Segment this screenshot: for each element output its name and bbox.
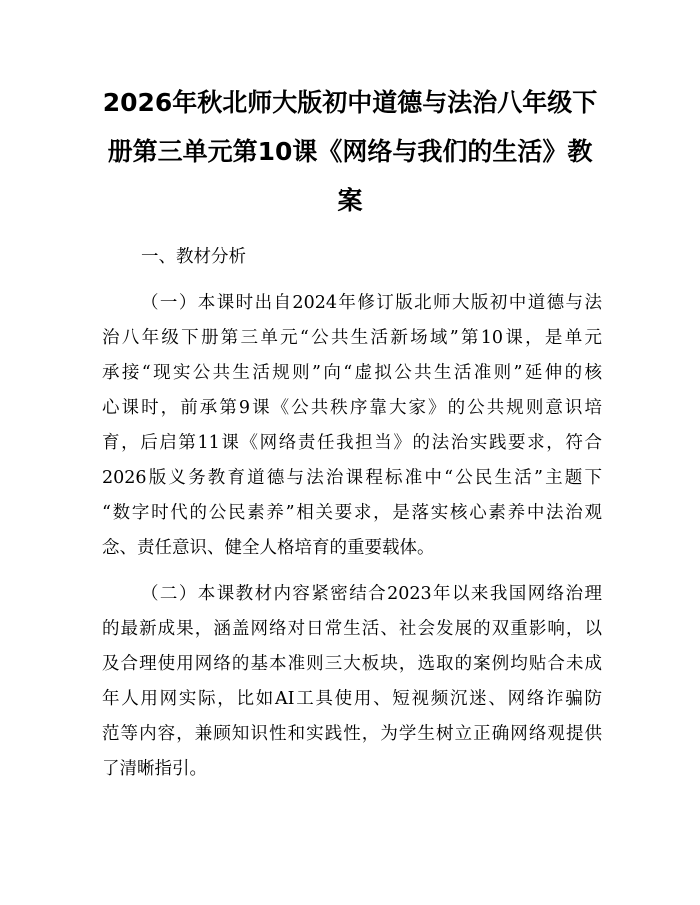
para-2-line-4: 年人用网实际，比如AI工具使用、短视频沉迷、网络诈骗防 xyxy=(102,689,602,709)
para-2-line-3: 及合理使用网络的基本准则三大板块，选取的案例均贴合未成 xyxy=(102,654,602,674)
para-1-line-2: 治八年级下册第三单元“公共生活新场域”第10课，是单元 xyxy=(102,328,602,348)
para-2-line-5: 范等内容，兼顾知识性和实践性，为学生树立正确网络观提供 xyxy=(102,724,602,744)
title-line-1: 2026年秋北师大版初中道德与法治八年级下 xyxy=(102,88,598,117)
para-1-line-8: 念、责任意识、健全人格培育的重要载体。 xyxy=(102,538,435,558)
title-line-3: 案 xyxy=(337,186,363,215)
para-2-line-1: （二）本课教材内容紧密结合2023年以来我国网络治理 xyxy=(141,584,602,604)
title-line-2: 册第三单元第10课《网络与我们的生活》教 xyxy=(107,137,593,166)
para-1-line-6: 2026版义务教育道德与法治课程标准中“公民生活”主题下 xyxy=(102,468,602,488)
section-heading: 一、教材分析 xyxy=(141,247,246,267)
para-1-line-5: 育，后启第11课《网络责任我担当》的法治实践要求，符合 xyxy=(102,433,602,453)
para-1-line-1: （一）本课时出自2024年修订版北师大版初中道德与法 xyxy=(141,293,602,313)
para-1-line-3: 承接“现实公共生活规则”向“虚拟公共生活准则”延伸的核 xyxy=(102,363,602,383)
para-2-line-2: 的最新成果，涵盖网络对日常生活、社会发展的双重影响，以 xyxy=(102,619,602,639)
para-2-line-6: 了清晰指引。 xyxy=(102,759,207,779)
para-1-line-7: “数字时代的公民素养”相关要求，是落实核心素养中法治观 xyxy=(102,503,602,523)
para-1-line-4: 心课时，前承第9课《公共秩序靠大家》的公共规则意识培 xyxy=(102,398,602,418)
